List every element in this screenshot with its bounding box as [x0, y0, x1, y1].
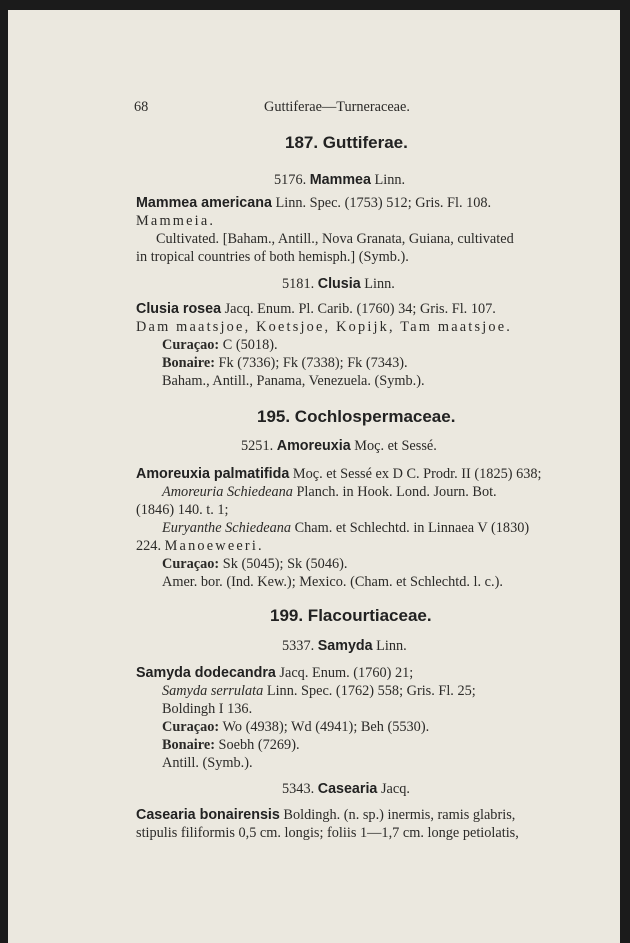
- genus-number: 5251.: [241, 438, 274, 454]
- record-curacao: [162, 336, 278, 354]
- species-description-continuation: stipulis filiformis 0,5 cm. longis; foliis 1—1,7 cm. longe petiolatis,: [136, 825, 519, 841]
- synonym-page: 224.: [136, 538, 162, 554]
- genus-heading-samyda: [282, 637, 407, 655]
- genus-number: 5337.: [282, 638, 315, 654]
- synonym: [162, 519, 529, 537]
- distribution: Baham., Antill., Panama, Venezuela. (Symb.).: [162, 373, 425, 389]
- species-citation: Jacq. Enum. (1760) 21;: [279, 665, 414, 681]
- family-heading-flacourtiaceae: 199. Flacourtiaceae.: [270, 606, 432, 625]
- genus-author: Linn.: [376, 638, 407, 654]
- distribution: Amer. bor. (Ind. Kew.); Mexico. (Cham. et Schlechtd. l. c.).: [162, 574, 503, 590]
- genus-heading-mammea: [274, 171, 405, 189]
- specimen-list: Wo (4938); Wd (4941); Beh (5530).: [222, 719, 430, 735]
- species-citation: Moç. et Sessé ex D C. Prodr. II (1825) 638;: [292, 466, 542, 482]
- genus-number: 5181.: [282, 276, 315, 292]
- species-note: Cultivated. [Baham., Antill., Nova Granata, Guiana, cultivated: [156, 231, 514, 247]
- family-heading-cochlospermaceae: 195. Cochlospermaceae.: [257, 407, 456, 426]
- species-name: Samyda dodecandra: [136, 665, 276, 681]
- record-curacao: [162, 555, 347, 573]
- vernacular-name: Manoeweeri.: [164, 538, 264, 554]
- species-name: Casearia bonairensis: [136, 807, 280, 823]
- locality-label: Curaçao:: [162, 337, 220, 353]
- synonym-citation: Cham. et Schlechtd. in Linnaea V (1830): [294, 520, 530, 536]
- locality-label: Curaçao:: [162, 719, 220, 735]
- genus-name: Clusia: [317, 276, 361, 292]
- family-heading-guttiferae: 187. Guttiferae.: [285, 133, 408, 152]
- species-entry-amoreuxia-palmatifida: [136, 465, 542, 483]
- genus-author: Jacq.: [380, 781, 410, 797]
- species-citation: Linn. Spec. (1753) 512; Gris. Fl. 108.: [275, 195, 492, 211]
- locality-label: Bonaire:: [162, 355, 215, 371]
- page-number: 68: [134, 99, 149, 115]
- synonym-continuation: [136, 537, 264, 555]
- locality-label: Curaçao:: [162, 556, 220, 572]
- synonym-continuation: Boldingh I 136.: [162, 701, 253, 717]
- record-bonaire: [162, 354, 408, 372]
- synonym-name: Amoreuria Schiedeana: [162, 484, 293, 500]
- genus-name: Amoreuxia: [276, 438, 351, 454]
- species-entry-mammea-americana: [136, 194, 491, 212]
- distribution: Antill. (Symb.).: [162, 755, 253, 771]
- genus-number: 5343.: [282, 781, 315, 797]
- synonym-citation: Linn. Spec. (1762) 558; Gris. Fl. 25;: [266, 683, 476, 699]
- genus-heading-casearia: [282, 780, 410, 798]
- specimen-list: C (5018).: [222, 337, 278, 353]
- synonym-name: Euryanthe Schiedeana: [162, 520, 292, 536]
- specimen-list: Soebh (7269).: [218, 737, 300, 753]
- species-entry-clusia-rosea: [136, 300, 496, 318]
- synonym: [162, 682, 476, 700]
- species-name: Mammea americana: [136, 195, 272, 211]
- genus-heading-clusia: [282, 275, 395, 293]
- synonym-continuation: (1846) 140. t. 1;: [136, 502, 229, 518]
- record-curacao: [162, 718, 429, 736]
- species-citation: Jacq. Enum. Pl. Carib. (1760) 34; Gris. Fl. 107.: [224, 301, 496, 317]
- locality-label: Bonaire:: [162, 737, 215, 753]
- specimen-list: Fk (7336); Fk (7338); Fk (7343).: [218, 355, 408, 371]
- species-name: Clusia rosea: [136, 301, 222, 317]
- genus-heading-amoreuxia: [241, 437, 437, 455]
- genus-name: Samyda: [317, 638, 373, 654]
- genus-author: Moç. et Sessé.: [354, 438, 437, 454]
- genus-author: Linn.: [364, 276, 395, 292]
- genus-name: Mammea: [309, 172, 371, 188]
- species-name: Amoreuxia palmatifida: [136, 466, 290, 482]
- genus-number: 5176.: [274, 172, 307, 188]
- record-bonaire: [162, 736, 300, 754]
- synonym-citation: Planch. in Hook. Lond. Journ. Bot.: [296, 484, 497, 500]
- genus-author: Linn.: [374, 172, 406, 188]
- book-page: [8, 10, 620, 943]
- vernacular-name: Dam maatsjoe, Koetsjoe, Kopijk, Tam maatsjoe.: [136, 319, 513, 335]
- species-entry-samyda-dodecandra: [136, 664, 413, 682]
- synonym: [162, 483, 497, 501]
- running-title: Guttiferae—Turneraceae.: [264, 99, 410, 115]
- species-description: Boldingh. (n. sp.) inermis, ramis glabris,: [283, 807, 516, 823]
- synonym-name: Samyda serrulata: [162, 683, 264, 699]
- vernacular-name: Mammeia.: [136, 213, 216, 229]
- genus-name: Casearia: [317, 781, 378, 797]
- species-entry-casearia-bonairensis: [136, 806, 515, 824]
- species-note: in tropical countries of both hemisph.] (Symb.).: [136, 249, 409, 265]
- specimen-list: Sk (5045); Sk (5046).: [222, 556, 348, 572]
